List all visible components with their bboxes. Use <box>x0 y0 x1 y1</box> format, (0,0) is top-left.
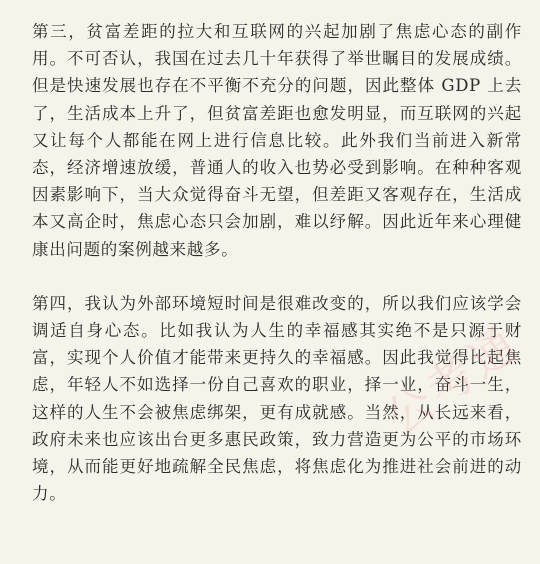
watermark-logo: 公考通 <box>375 315 530 446</box>
paragraph-fourth: 第四，我认为外部环境短时间是很难改变的，所以我们应该学会调适自身心态。比如我认为人生的幸福感其实绝不是只源于财富，实现个人价值才能带来更持久的幸福感。因此我觉得比起焦虑，年轻人不如选择一份自己喜欢的职业，择一业，奋斗一生，这样的人生不会被焦虑绑架，更有成就感。当然，从长远来看，政府未来也应该出台更多惠民政策，致力营造更为公平的市场环境，从而能更好地疏解全民焦虑，将焦虑化为推进社会前进的动力。 <box>32 293 522 504</box>
paragraph-third: 第三，贫富差距的拉大和互联网的兴起加剧了焦虑心态的副作用。不可否认，我国在过去几十年获得了举世瞩目的发展成绩。但是快速发展也存在不平衡不充分的问题，因此整体 GDP 上去了，生活成本上升了，但贫富差距也愈发明显，而互联网的兴起又让每个人都能在网上进行信息比较。此外我们当前进入新常态，经济增速放缓，普通人的收入也势必受到影响。在种种客观因素影响下，当大众觉得奋斗无望，但差距又客观存在，生活成本又高企时，焦虑心态只会加剧，难以纾解。因此近年来心理健康出问题的案例越来越多。 <box>32 22 522 259</box>
